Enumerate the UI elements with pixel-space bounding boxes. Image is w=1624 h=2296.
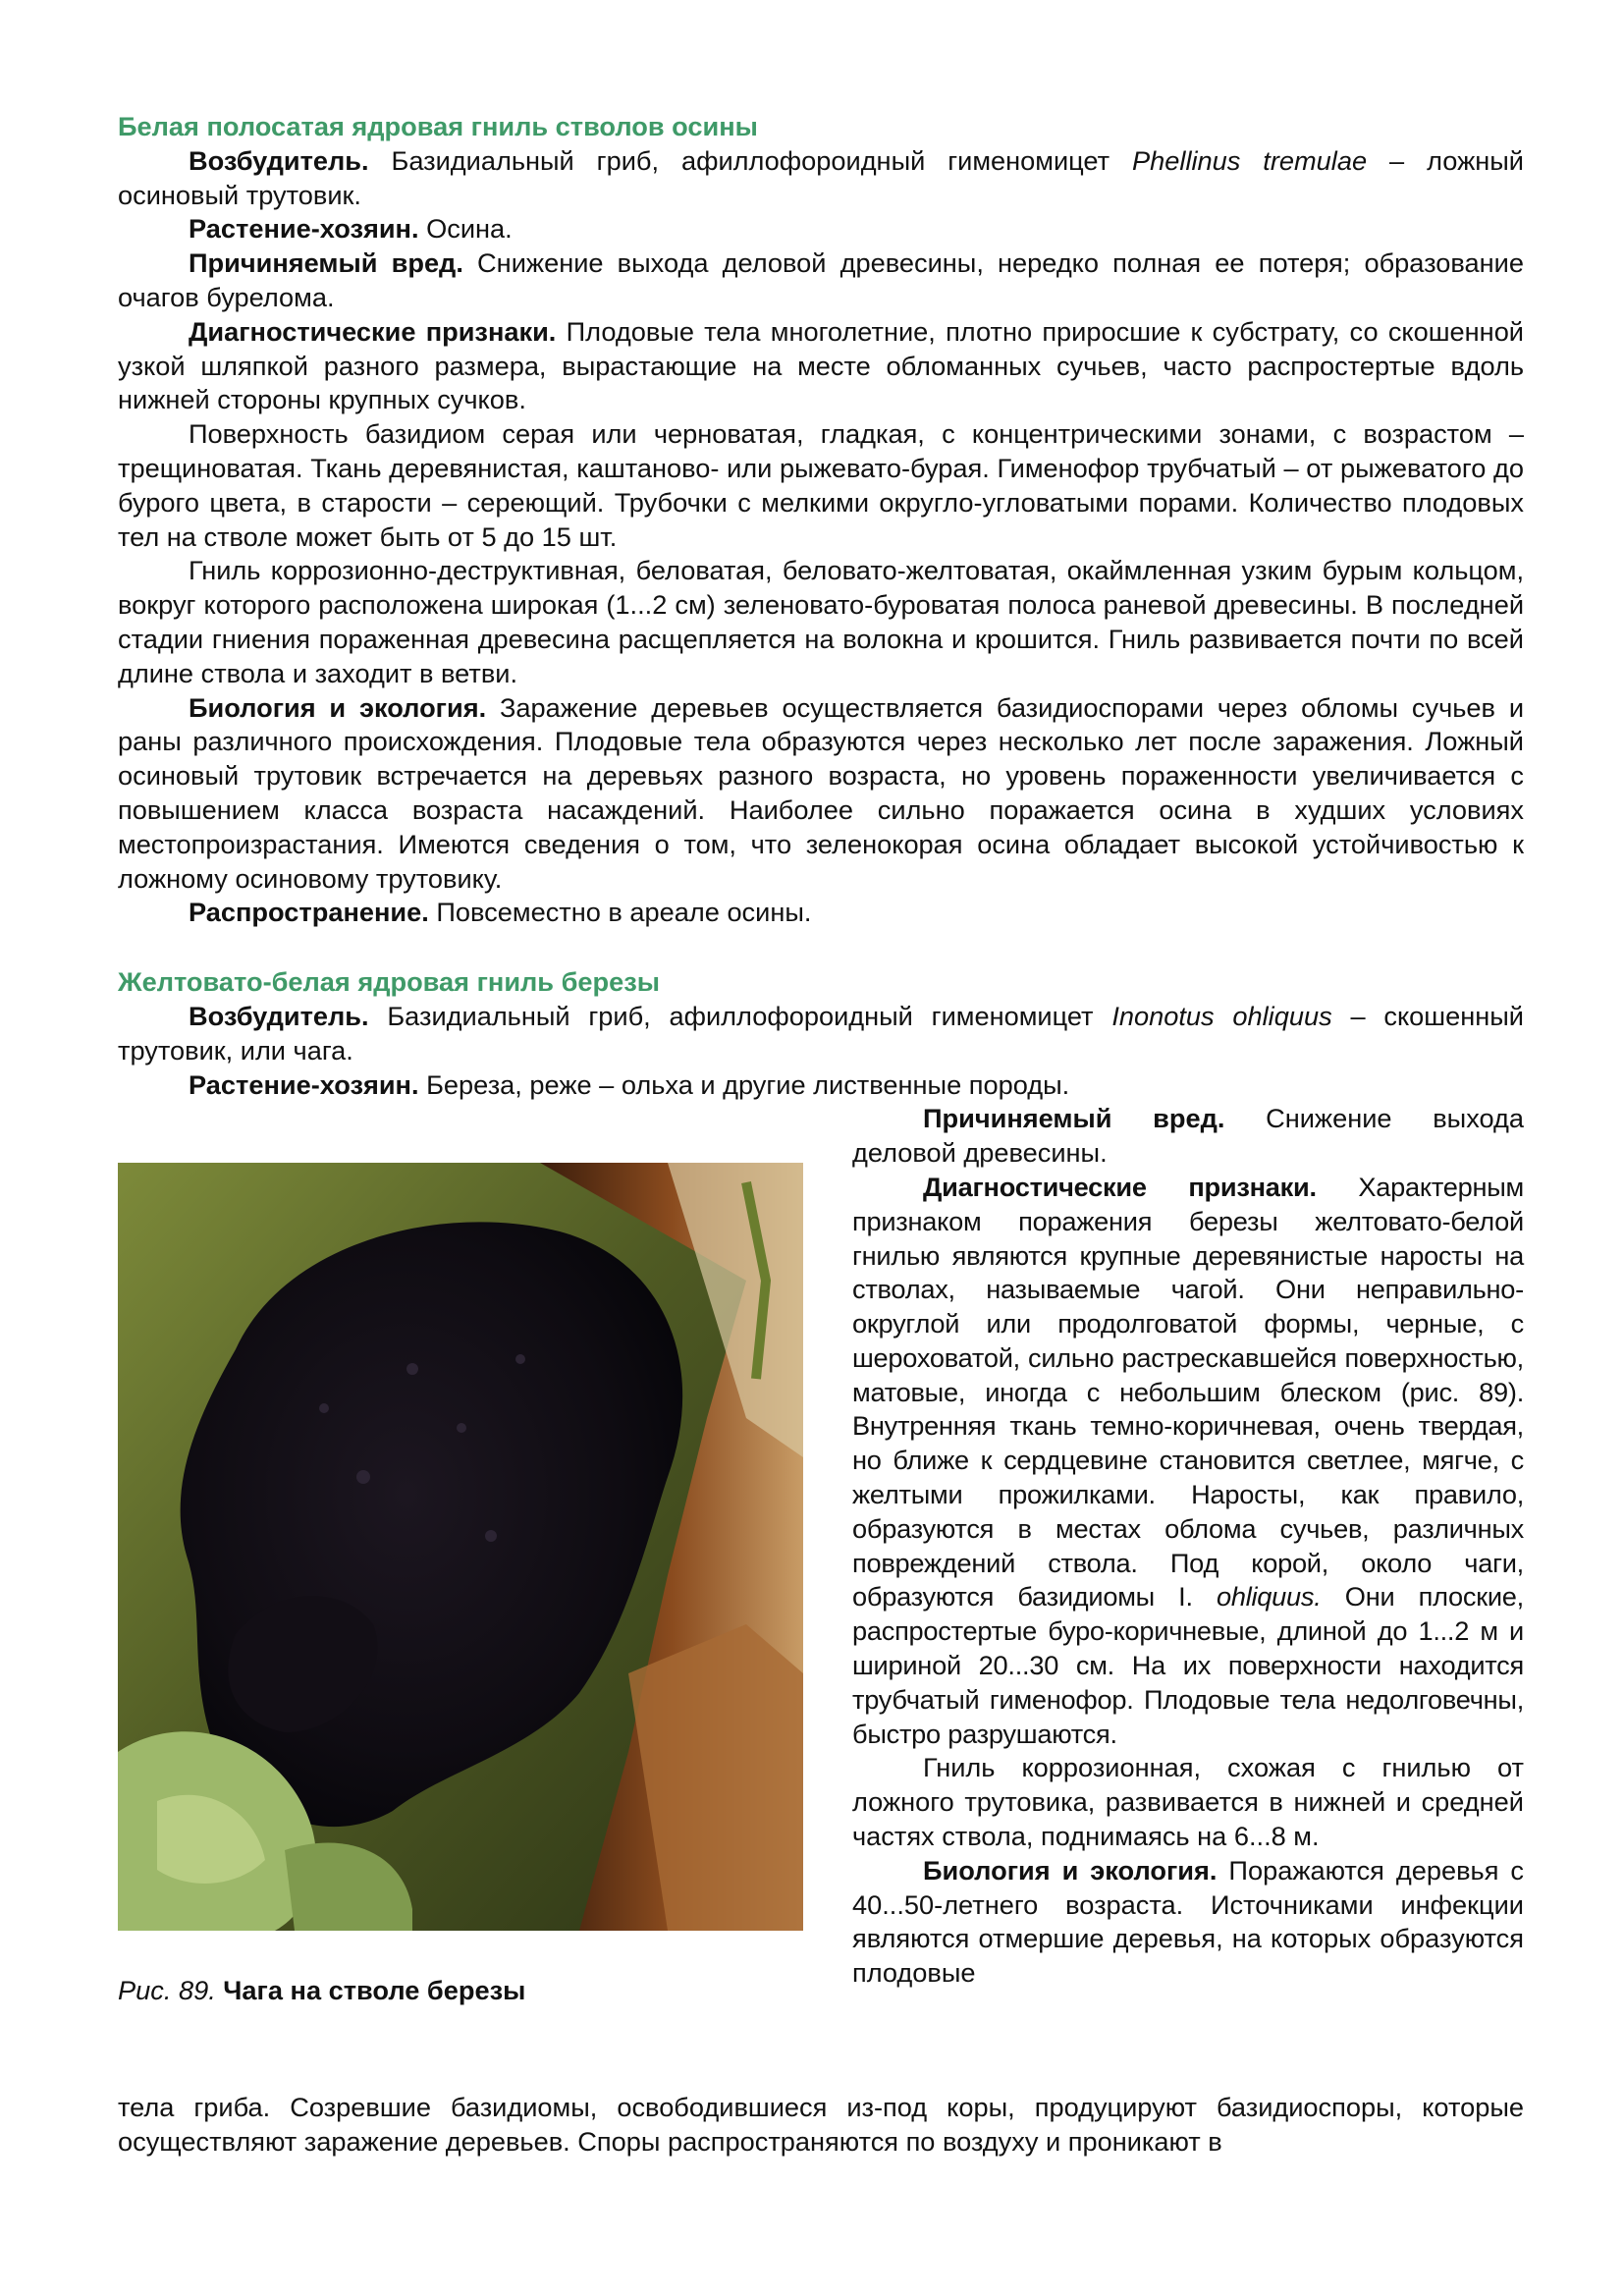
paragraph-harm [118,246,1524,315]
label-host: Растение-хозяин. [189,1068,419,1100]
text: Базидиальный гриб, афиллофороидный гименомицет [368,144,1133,176]
paragraph-rot: Гниль коррозионная, схожая с гнилью от ложного трутовика, развивается в нижней и средней частях ствола, поднимаясь на 6...8 м. [852,1752,1524,1852]
figure-number: Рис. 89. [118,1975,216,2006]
text: Снижение выхода деловой древесины. [852,1103,1524,1169]
text: Они плоские, распростертые буро-коричневые, длиной до 1...2 м и шириной 20...30 см. На их поверхности находится трубчатый гименофор. Плодовые тела недолговечны, быстро разрушаются. [852,1581,1524,1749]
document-page [118,110,1524,2159]
label-biology: Биология и экология. [923,1854,1218,1886]
label-host: Растение-хозяин. [189,213,419,245]
label-diagnostics: Диагностические признаки. [189,315,557,347]
species-name: ohliquus. [1216,1581,1322,1613]
text: Характерным признаком поражения березы желтовато-белой гнилью являются крупные деревянистые наросты на стволах, называемые чагой. Они неправильно-округлой или продолговатой формы, черные, с шероховатой, сильно растрескавшейся поверхностью, матовые, иногда с небольшим блеском (рис. 89). Внутренняя ткань темно-коричневая, очень твердая, но ближе к сердцевине становится светлее, мягче, с желтыми прожилками. Наросты, как правило, образуются в местах облома сучьев, различных повреждений ствола. Под корой, около чаги, образуются базидиомы I. [852,1171,1524,1613]
text: Базидиальный гриб, афиллофороидный гименомицет [368,1000,1112,1031]
text: – скошенный трутовик, или чага. [118,1000,1524,1066]
paragraph-biology-continued: тела гриба. Созревшие базидиомы, освободившиеся из-под коры, продуцируют базидиоспоры, которые осуществляют заражение деревьев. Споры распространяются по воздуху и проникают в [118,2092,1524,2158]
section-gap [118,930,1524,965]
label-harm: Причиняемый вред. [923,1103,1225,1134]
paragraph-biology [118,691,1524,897]
label-diagnostics: Диагностические признаки. [923,1171,1317,1202]
paragraph-diagnostics [118,315,1524,417]
paragraph-biology [852,1854,1524,1991]
figure-title: Чага на стволе березы [215,1975,526,2006]
photo-chaga-icon [118,1163,803,1931]
text: Осина. [418,213,513,245]
text: Заражение деревьев осуществляется базидиоспорами через обломы сучьев и раны различного происхождения. Плодовые тела образуются через несколько лет после заражения. Ложный осиновый трутовик встречается на деревьях разного возраста, но уровень пораженности увеличивается с повышением класса возраста насаждений. Наиболее сильно поражается осина в худших условиях местопроизрастания. Имеются сведения о том, что зеленокорая осина обладает высокой устойчивостью к ложному осиновому трутовику. [118,691,1525,894]
text: Повсеместно в ареале осины. [428,897,812,928]
label-pathogen: Возбудитель. [189,1000,369,1031]
paragraph-distribution [118,896,1524,930]
wrapped-text-column [852,1102,1524,1991]
figure-caption [118,1974,525,2008]
paragraph-pathogen [118,144,1524,213]
paragraph-harm [852,1102,1524,1171]
paragraph-host [118,1068,1524,1103]
text: Плодовые тела многолетние, плотно приросшие к субстрату, со скошенной узкой шляпкой разного размера, вырастающие на месте обломанных сучьев, часто распростертые вдоль нижней стороны крупных сучков. [118,315,1524,415]
paragraph-rot: Гниль коррозионно-деструктивная, беловатая, беловато-желтоватая, окаймленная узким бурым кольцом, вокруг которого расположена широкая (1...2 см) зеленовато-буроватая полоса раневой древесины. В последней стадии гниения пораженная древесина расщепляется на волокна и крошится. Гниль развивается почти по всей длине ствола и заходит в ветви. [118,555,1524,688]
section-heading: Желтовато-белая ядровая гниль березы [118,966,660,998]
paragraph-pathogen [118,1000,1524,1068]
paragraph-host [118,212,1524,246]
paragraph-diagnostics [852,1171,1524,1752]
section-heading: Белая полосатая ядровая гниль стволов осины [118,111,758,141]
figure-with-text [118,1102,1524,2091]
label-biology: Биология и экология. [189,691,487,723]
text: Снижение выхода деловой древесины, нередко полная ее потеря; образование очагов бурелома. [118,247,1524,312]
label-harm: Причиняемый вред. [189,247,463,279]
species-name: Phellinus tremulae [1132,144,1368,176]
text: Поражаются деревья с 40...50-летнего возраста. Источниками инфекции являются отмершие деревья, на которых образуются плодовые [852,1854,1525,1989]
label-distribution: Распространение. [189,897,429,928]
text: – ложный осиновый трутовик. [118,144,1524,210]
label-pathogen: Возбудитель. [189,144,369,176]
species-name: Inonotus ohliquus [1111,1000,1332,1031]
text: Береза, реже – ольха и другие лиственные породы. [418,1068,1070,1100]
paragraph-surface: Поверхность базидиом серая или черноватая, гладкая, с концентрическими зонами, с возрастом – трещиноватая. Ткань деревянистая, каштаново- или рыжевато-бурая. Гименофор трубчатый – от рыжеватого до бурого цвета, в старости – сереющий. Трубочки с мелкими округло-угловатыми порами. Количество плодовых тел на стволе может быть от 5 до 15 шт. [118,418,1524,552]
